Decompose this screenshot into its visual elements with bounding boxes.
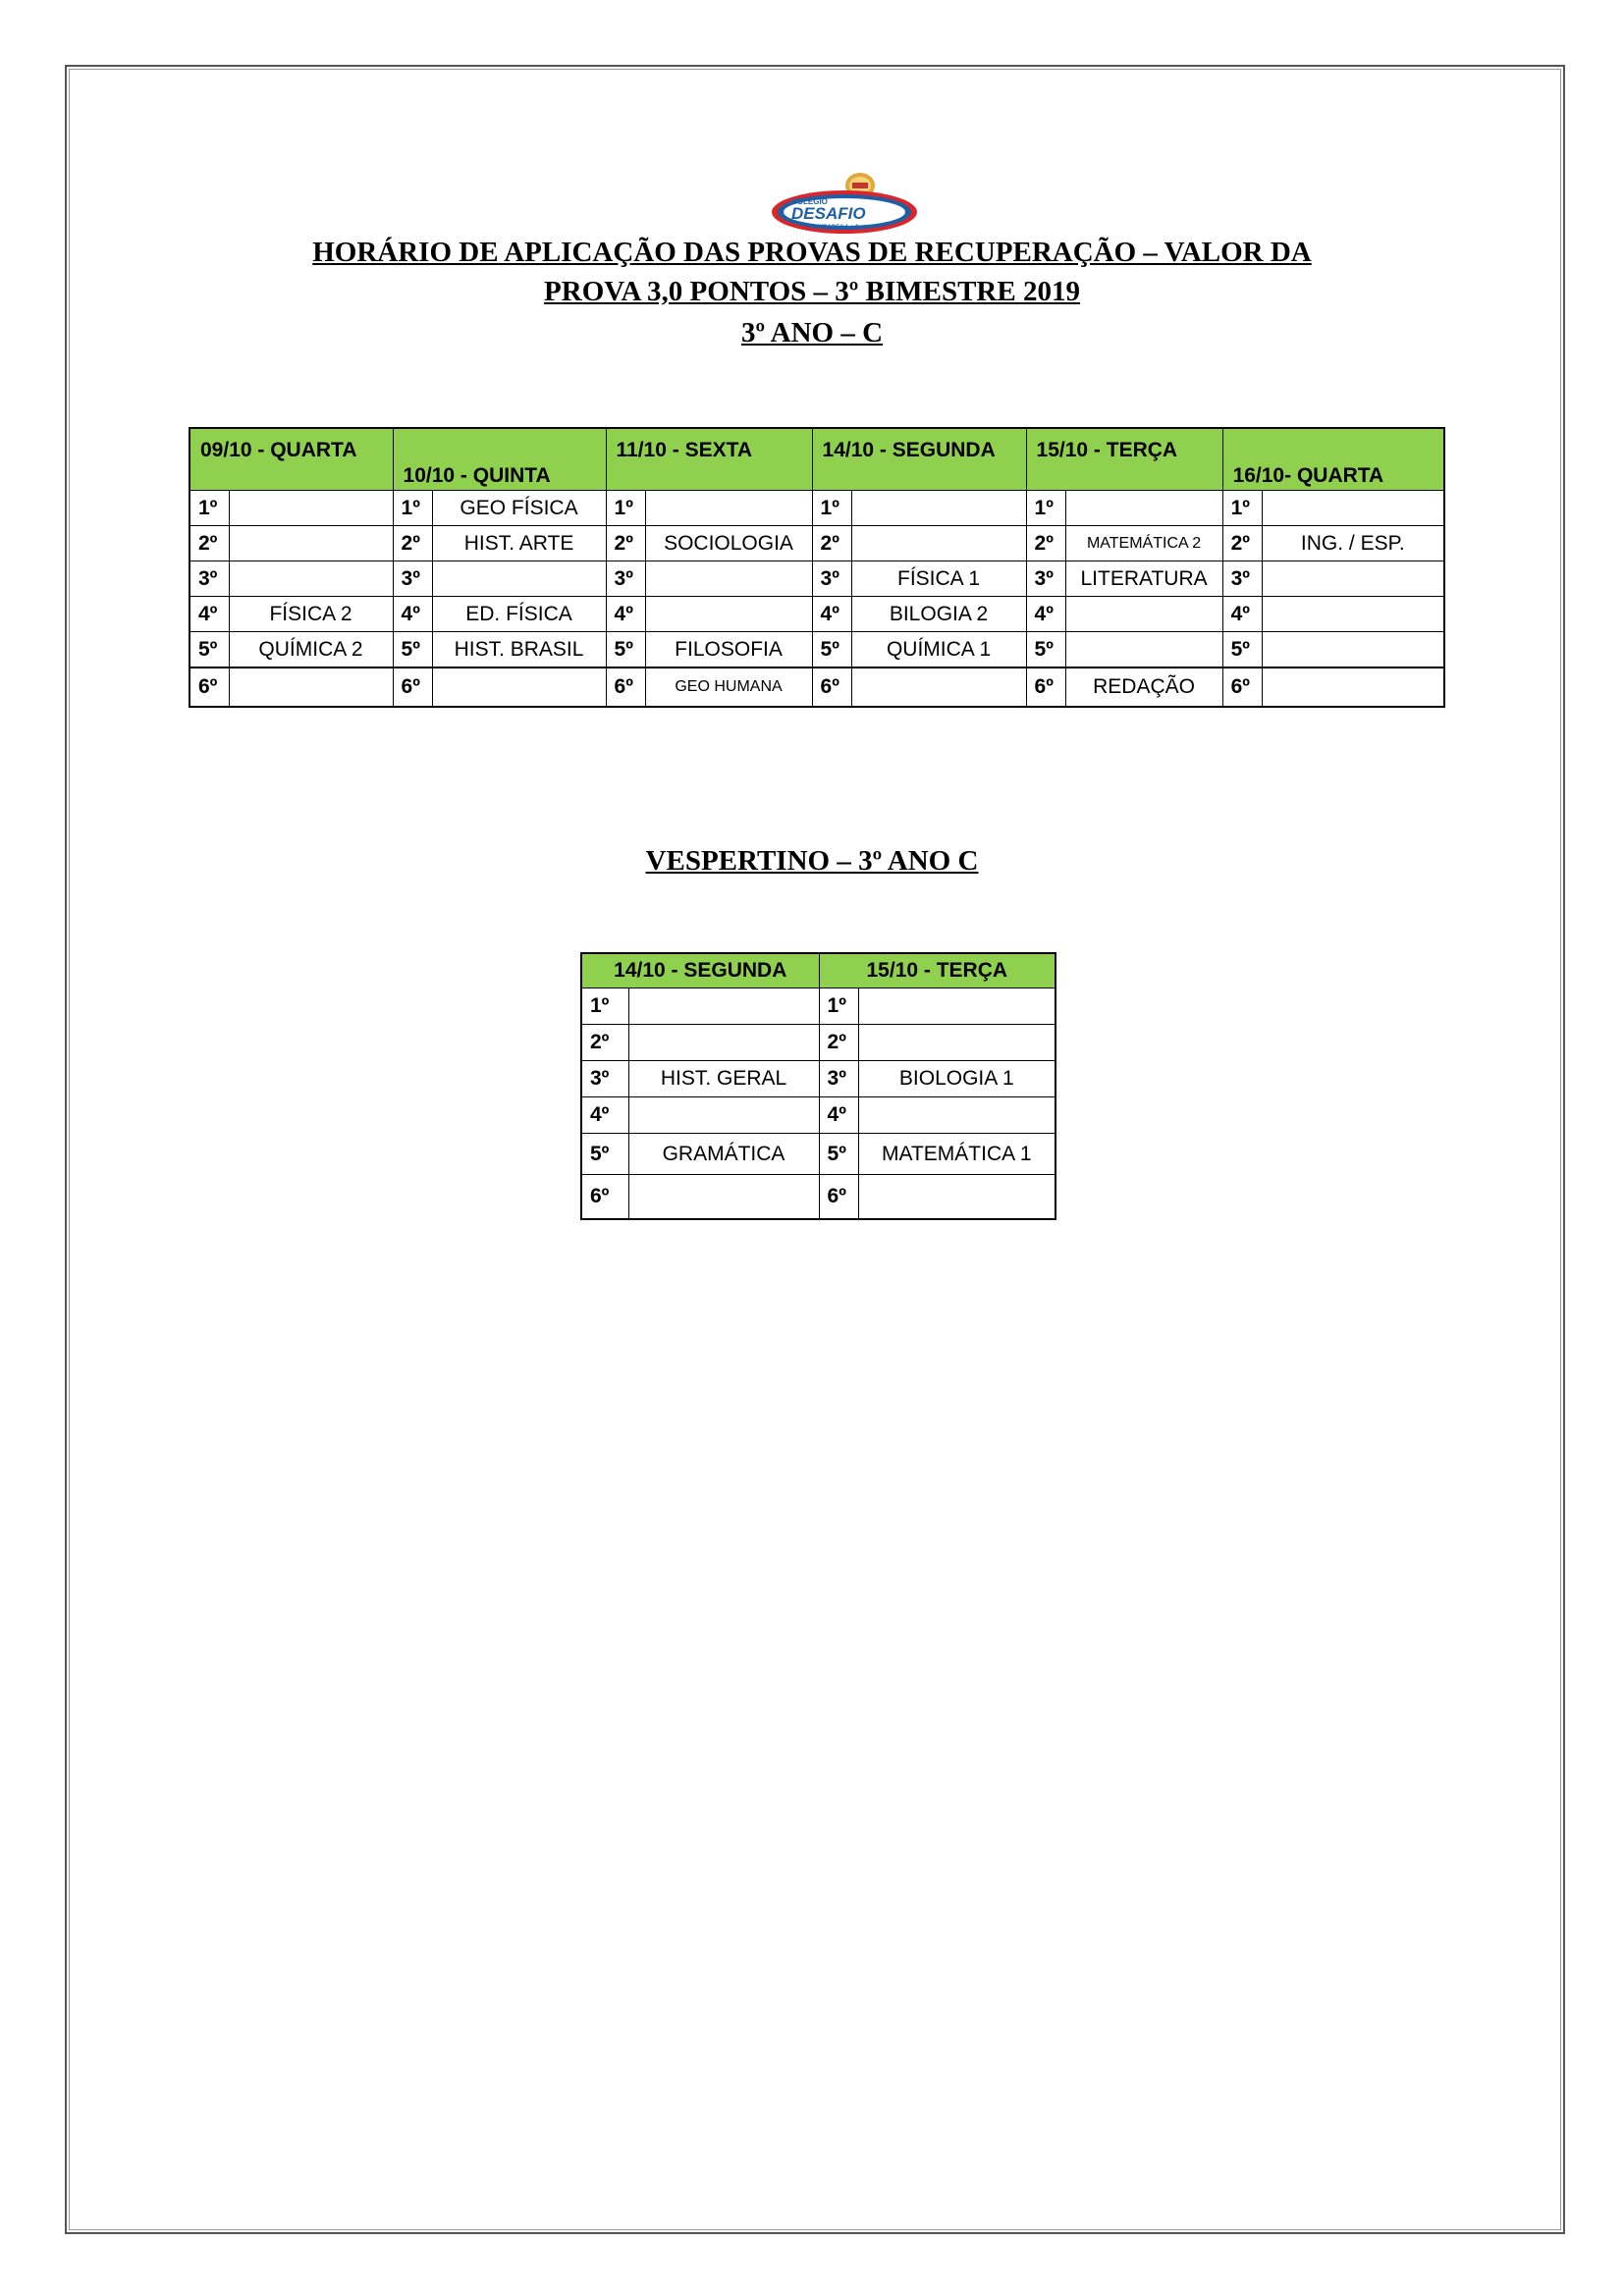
subject-cell — [851, 526, 1026, 561]
day-header: 16/10- QUARTA — [1222, 428, 1444, 491]
day-header: 10/10 - QUINTA — [393, 428, 606, 491]
table-row — [581, 1175, 1056, 1220]
table-row — [581, 1097, 1056, 1134]
subject-cell — [645, 597, 812, 632]
subject-cell — [1262, 561, 1444, 597]
period-label: 6º — [1026, 667, 1065, 707]
subject-cell: QUÍMICA 2 — [229, 632, 393, 668]
period-label: 6º — [1222, 667, 1262, 707]
subject-cell — [229, 526, 393, 561]
period-label: 6º — [606, 667, 645, 707]
subject-cell: FÍSICA 2 — [229, 597, 393, 632]
period-label: 5º — [812, 632, 851, 668]
period-label: 1º — [812, 491, 851, 526]
period-label: 6º — [581, 1175, 628, 1220]
table-row — [189, 632, 1444, 668]
morning-schedule-table — [189, 427, 1445, 708]
subject-cell — [1065, 597, 1222, 632]
title-line-1: HORÁRIO DE APLICAÇÃO DAS PROVAS DE RECUPERAÇÃO – VALOR DA — [312, 237, 1312, 268]
subject-cell: QUÍMICA 1 — [851, 632, 1026, 668]
period-label: 2º — [189, 526, 229, 561]
period-label: 3º — [581, 1061, 628, 1097]
subject-cell — [858, 1175, 1056, 1220]
table-row — [189, 561, 1444, 597]
period-label: 1º — [819, 988, 858, 1025]
subject-cell: FÍSICA 1 — [851, 561, 1026, 597]
period-label: 3º — [606, 561, 645, 597]
period-label: 2º — [1026, 526, 1065, 561]
logo-name: DESAFIO — [791, 204, 866, 223]
subject-cell — [432, 561, 606, 597]
period-label: 2º — [606, 526, 645, 561]
table-row — [581, 1025, 1056, 1061]
period-label: 5º — [1222, 632, 1262, 668]
table-header-row — [189, 428, 1444, 491]
period-label: 6º — [189, 667, 229, 707]
period-label: 4º — [819, 1097, 858, 1134]
period-label: 2º — [393, 526, 432, 561]
subject-cell — [628, 1097, 819, 1134]
afternoon-title: VESPERTINO – 3º ANO C — [645, 845, 979, 877]
subject-cell: MATEMÁTICA 1 — [858, 1134, 1056, 1175]
subject-cell: HIST. GERAL — [628, 1061, 819, 1097]
day-header: 11/10 - SEXTA — [606, 428, 812, 491]
period-label: 6º — [819, 1175, 858, 1220]
period-label: 4º — [812, 597, 851, 632]
subject-cell: LITERATURA — [1065, 561, 1222, 597]
table-row — [189, 667, 1444, 707]
subject-cell: GRAMÁTICA — [628, 1134, 819, 1175]
period-label: 3º — [812, 561, 851, 597]
period-label: 4º — [606, 597, 645, 632]
period-label: 5º — [819, 1134, 858, 1175]
subject-cell — [229, 561, 393, 597]
period-label: 1º — [393, 491, 432, 526]
table-row — [581, 988, 1056, 1025]
period-label: 1º — [1222, 491, 1262, 526]
subject-cell — [229, 491, 393, 526]
period-label: 3º — [1026, 561, 1065, 597]
subject-cell — [1065, 632, 1222, 668]
period-label: 2º — [581, 1025, 628, 1061]
period-label: 4º — [1222, 597, 1262, 632]
period-label: 5º — [393, 632, 432, 668]
school-logo — [770, 163, 917, 241]
period-label: 3º — [393, 561, 432, 597]
subject-cell: BILOGIA 2 — [851, 597, 1026, 632]
period-label: 6º — [393, 667, 432, 707]
subject-cell — [851, 667, 1026, 707]
table-row — [189, 491, 1444, 526]
subject-cell: GEO HUMANA — [645, 667, 812, 707]
period-label: 1º — [581, 988, 628, 1025]
day-header: 14/10 - SEGUNDA — [812, 428, 1026, 491]
period-label: 3º — [189, 561, 229, 597]
subject-cell — [1262, 632, 1444, 668]
period-label: 5º — [581, 1134, 628, 1175]
period-label: 5º — [606, 632, 645, 668]
period-label: 5º — [1026, 632, 1065, 668]
subject-cell — [628, 988, 819, 1025]
subject-cell — [858, 1025, 1056, 1061]
logo-bottom-text: UNIDADES 1 e 2 — [813, 225, 859, 231]
subject-cell — [851, 491, 1026, 526]
title-line-2: PROVA 3,0 PONTOS – 3º BIMESTRE 2019 — [544, 276, 1080, 307]
subject-cell — [1262, 597, 1444, 632]
period-label: 6º — [812, 667, 851, 707]
table-row — [581, 1134, 1056, 1175]
period-label: 4º — [581, 1097, 628, 1134]
period-label: 4º — [393, 597, 432, 632]
period-label: 1º — [606, 491, 645, 526]
period-label: 1º — [189, 491, 229, 526]
subject-cell: BIOLOGIA 1 — [858, 1061, 1056, 1097]
day-header: 15/10 - TERÇA — [819, 953, 1056, 988]
subject-cell: SOCIOLOGIA — [645, 526, 812, 561]
subject-cell — [628, 1025, 819, 1061]
period-label: 2º — [1222, 526, 1262, 561]
period-label: 1º — [1026, 491, 1065, 526]
period-label: 3º — [1222, 561, 1262, 597]
day-header: 14/10 - SEGUNDA — [581, 953, 819, 988]
day-header: 09/10 - QUARTA — [189, 428, 393, 491]
day-header: 15/10 - TERÇA — [1026, 428, 1222, 491]
subject-cell — [858, 1097, 1056, 1134]
period-label: 4º — [1026, 597, 1065, 632]
logo-top-text: COLÉGIO — [791, 197, 828, 206]
table-row — [581, 1061, 1056, 1097]
subject-cell: FILOSOFIA — [645, 632, 812, 668]
subject-cell: ED. FÍSICA — [432, 597, 606, 632]
subject-cell: HIST. ARTE — [432, 526, 606, 561]
subject-cell — [628, 1175, 819, 1220]
period-label: 2º — [812, 526, 851, 561]
title-line-3: 3º ANO – C — [740, 317, 884, 348]
subject-cell: REDAÇÃO — [1065, 667, 1222, 707]
subject-cell — [1262, 667, 1444, 707]
subject-cell: MATEMÁTICA 2 — [1065, 526, 1222, 561]
table-header-row — [581, 953, 1056, 988]
period-label: 2º — [819, 1025, 858, 1061]
subject-cell — [645, 491, 812, 526]
subject-cell: ING. / ESP. — [1262, 526, 1444, 561]
afternoon-schedule-table — [580, 952, 1056, 1220]
subject-cell: HIST. BRASIL — [432, 632, 606, 668]
subject-cell — [229, 667, 393, 707]
subject-cell: GEO FÍSICA — [432, 491, 606, 526]
period-label: 5º — [189, 632, 229, 668]
table-row — [189, 526, 1444, 561]
subject-cell — [1262, 491, 1444, 526]
subject-cell — [645, 561, 812, 597]
table-row — [189, 597, 1444, 632]
subject-cell — [858, 988, 1056, 1025]
subject-cell — [1065, 491, 1222, 526]
subject-cell — [432, 667, 606, 707]
period-label: 3º — [819, 1061, 858, 1097]
period-label: 4º — [189, 597, 229, 632]
